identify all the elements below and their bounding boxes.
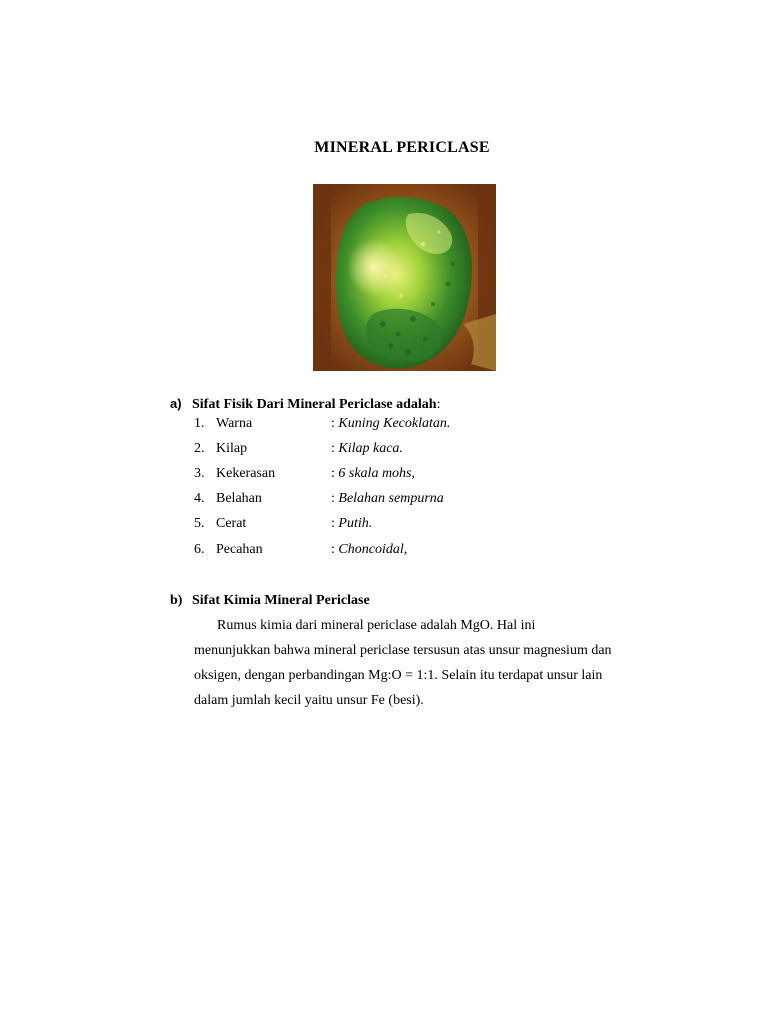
property-name: Warna (216, 416, 253, 431)
paragraph-line: Rumus kimia dari mineral periclase adalah MgO. Hal ini (217, 618, 536, 633)
property-number: 5. (194, 516, 205, 531)
property-number: 1. (194, 416, 205, 431)
section-a-title: Sifat Fisik Dari Mineral Periclase adalah (192, 397, 437, 412)
property-value: : Choncoidal, (331, 542, 408, 557)
property-value: : Putih. (331, 516, 373, 531)
page-title: MINERAL PERICLASE (314, 139, 490, 156)
section-a-heading (170, 396, 440, 413)
paragraph-line: menunjukkan bahwa mineral periclase tersusun atas unsur magnesium dan (194, 643, 612, 658)
property-name: Kilap (216, 441, 248, 456)
property-value: : Belahan sempurna (331, 491, 444, 506)
section-b-heading (170, 593, 370, 609)
section-a-colon: : (436, 397, 441, 412)
paragraph-line: dalam jumlah kecil yaitu unsur Fe (besi). (194, 693, 424, 708)
paragraph-line: oksigen, dengan perbandingan Mg:O = 1:1. Selain itu terdapat unsur lain (194, 668, 603, 683)
mineral-photo (313, 184, 496, 371)
property-number: 3. (194, 466, 205, 481)
property-number: 6. (194, 542, 205, 557)
property-value: : Kuning Kecoklatan. (331, 416, 451, 431)
property-name: Belahan (216, 491, 262, 506)
property-number: 2. (194, 441, 205, 456)
section-b-title: Sifat Kimia Mineral Periclase (192, 593, 370, 608)
periclase-crystal-image (313, 184, 496, 371)
property-name: Pecahan (216, 542, 263, 557)
property-value: : 6 skala mohs, (331, 466, 416, 481)
property-name: Cerat (216, 516, 247, 531)
property-number: 4. (194, 491, 205, 506)
section-a-marker: a) (170, 396, 182, 411)
section-b-marker: b) (170, 593, 183, 608)
property-name: Kekerasan (216, 466, 276, 481)
property-value: : Kilap kaca. (331, 441, 403, 456)
